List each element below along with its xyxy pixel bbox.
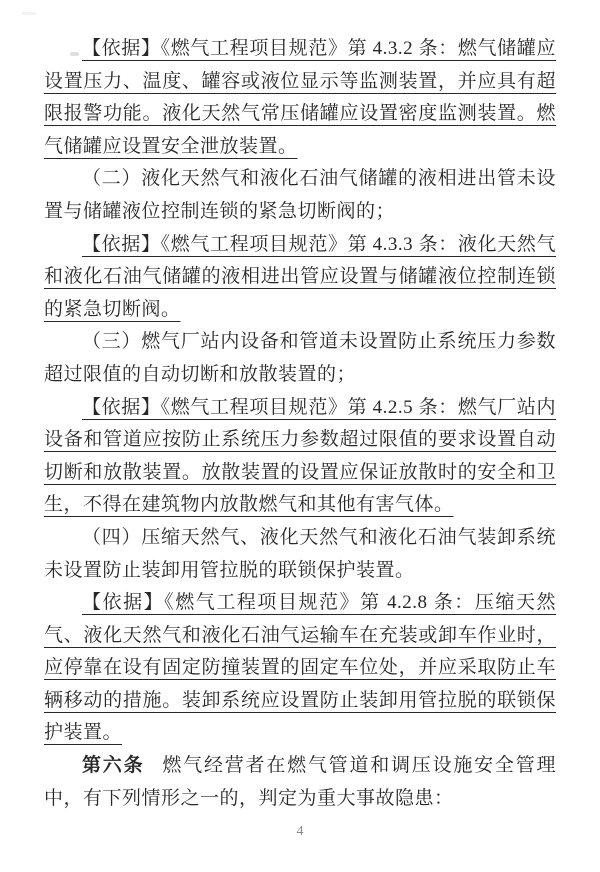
basis-text: 【依据】《燃气工程项目规范》第 4.3.2 条：燃气储罐应设置压力、温度、罐容或液位显示等监测装置，并应具有超限报警功能。液化天然气常压储罐应设置密度监测装置。燃气储罐应设置安全泄放装置。 [44,38,556,157]
item-text: （三）燃气厂站内设备和管道未设置防止系统压力参数超过限值的自动切断和放散装置的； [44,331,556,385]
item-text: （二）液化天然气和液化石油气储罐的液相进出管未设置与储罐液位控制连锁的紧急切断阀的； [44,168,556,222]
article-text: 燃气经营者在燃气管道和调压设施安全管理中，有下列情形之一的，判定为重大事故隐患： [44,755,556,809]
basis-paragraph-433 [44,229,556,327]
basis-paragraph-432 [44,33,556,163]
hidden-danger-item-4 [44,522,556,587]
basis-text: 【依据】《燃气工程项目规范》第 4.2.8 条：压缩天然气、液化天然气和液化石油气运输车在充装或卸车作业时，应停靠在设有固定防撞装置的固定车位处，并应采取防止车辆移动的措施。装卸系统应设置防止装卸用管拉脱的联锁保护装置。 [44,592,556,744]
basis-text: 【依据】《燃气工程项目规范》第 4.3.3 条：液化天然气和液化石油气储罐的液相进出管应设置与储罐液位控制连锁的紧急切断阀。 [44,233,556,320]
basis-text: 【依据】《燃气工程项目规范》第 4.2.5 条：燃气厂站内设备和管道应按防止系统压力参数超过限值的要求设置自动切断和放散装置。放散装置的设置应保证放散时的安全和卫生，不得在建筑物内放散燃气和其他有害气体。 [44,396,556,516]
basis-paragraph-425 [44,392,556,522]
page-number: 4 [296,824,304,839]
scan-artifact [22,12,36,15]
article-6-paragraph [44,750,556,815]
page-footer [0,822,600,840]
article-number: 第六条 [82,755,145,777]
hidden-danger-item-2 [44,163,556,228]
hidden-danger-item-3 [44,326,556,391]
item-text: （四）压缩天然气、液化天然气和液化石油气装卸系统未设置防止装卸用管拉脱的联锁保护装置。 [44,526,556,581]
basis-paragraph-428 [44,587,556,750]
document-body [44,33,556,815]
